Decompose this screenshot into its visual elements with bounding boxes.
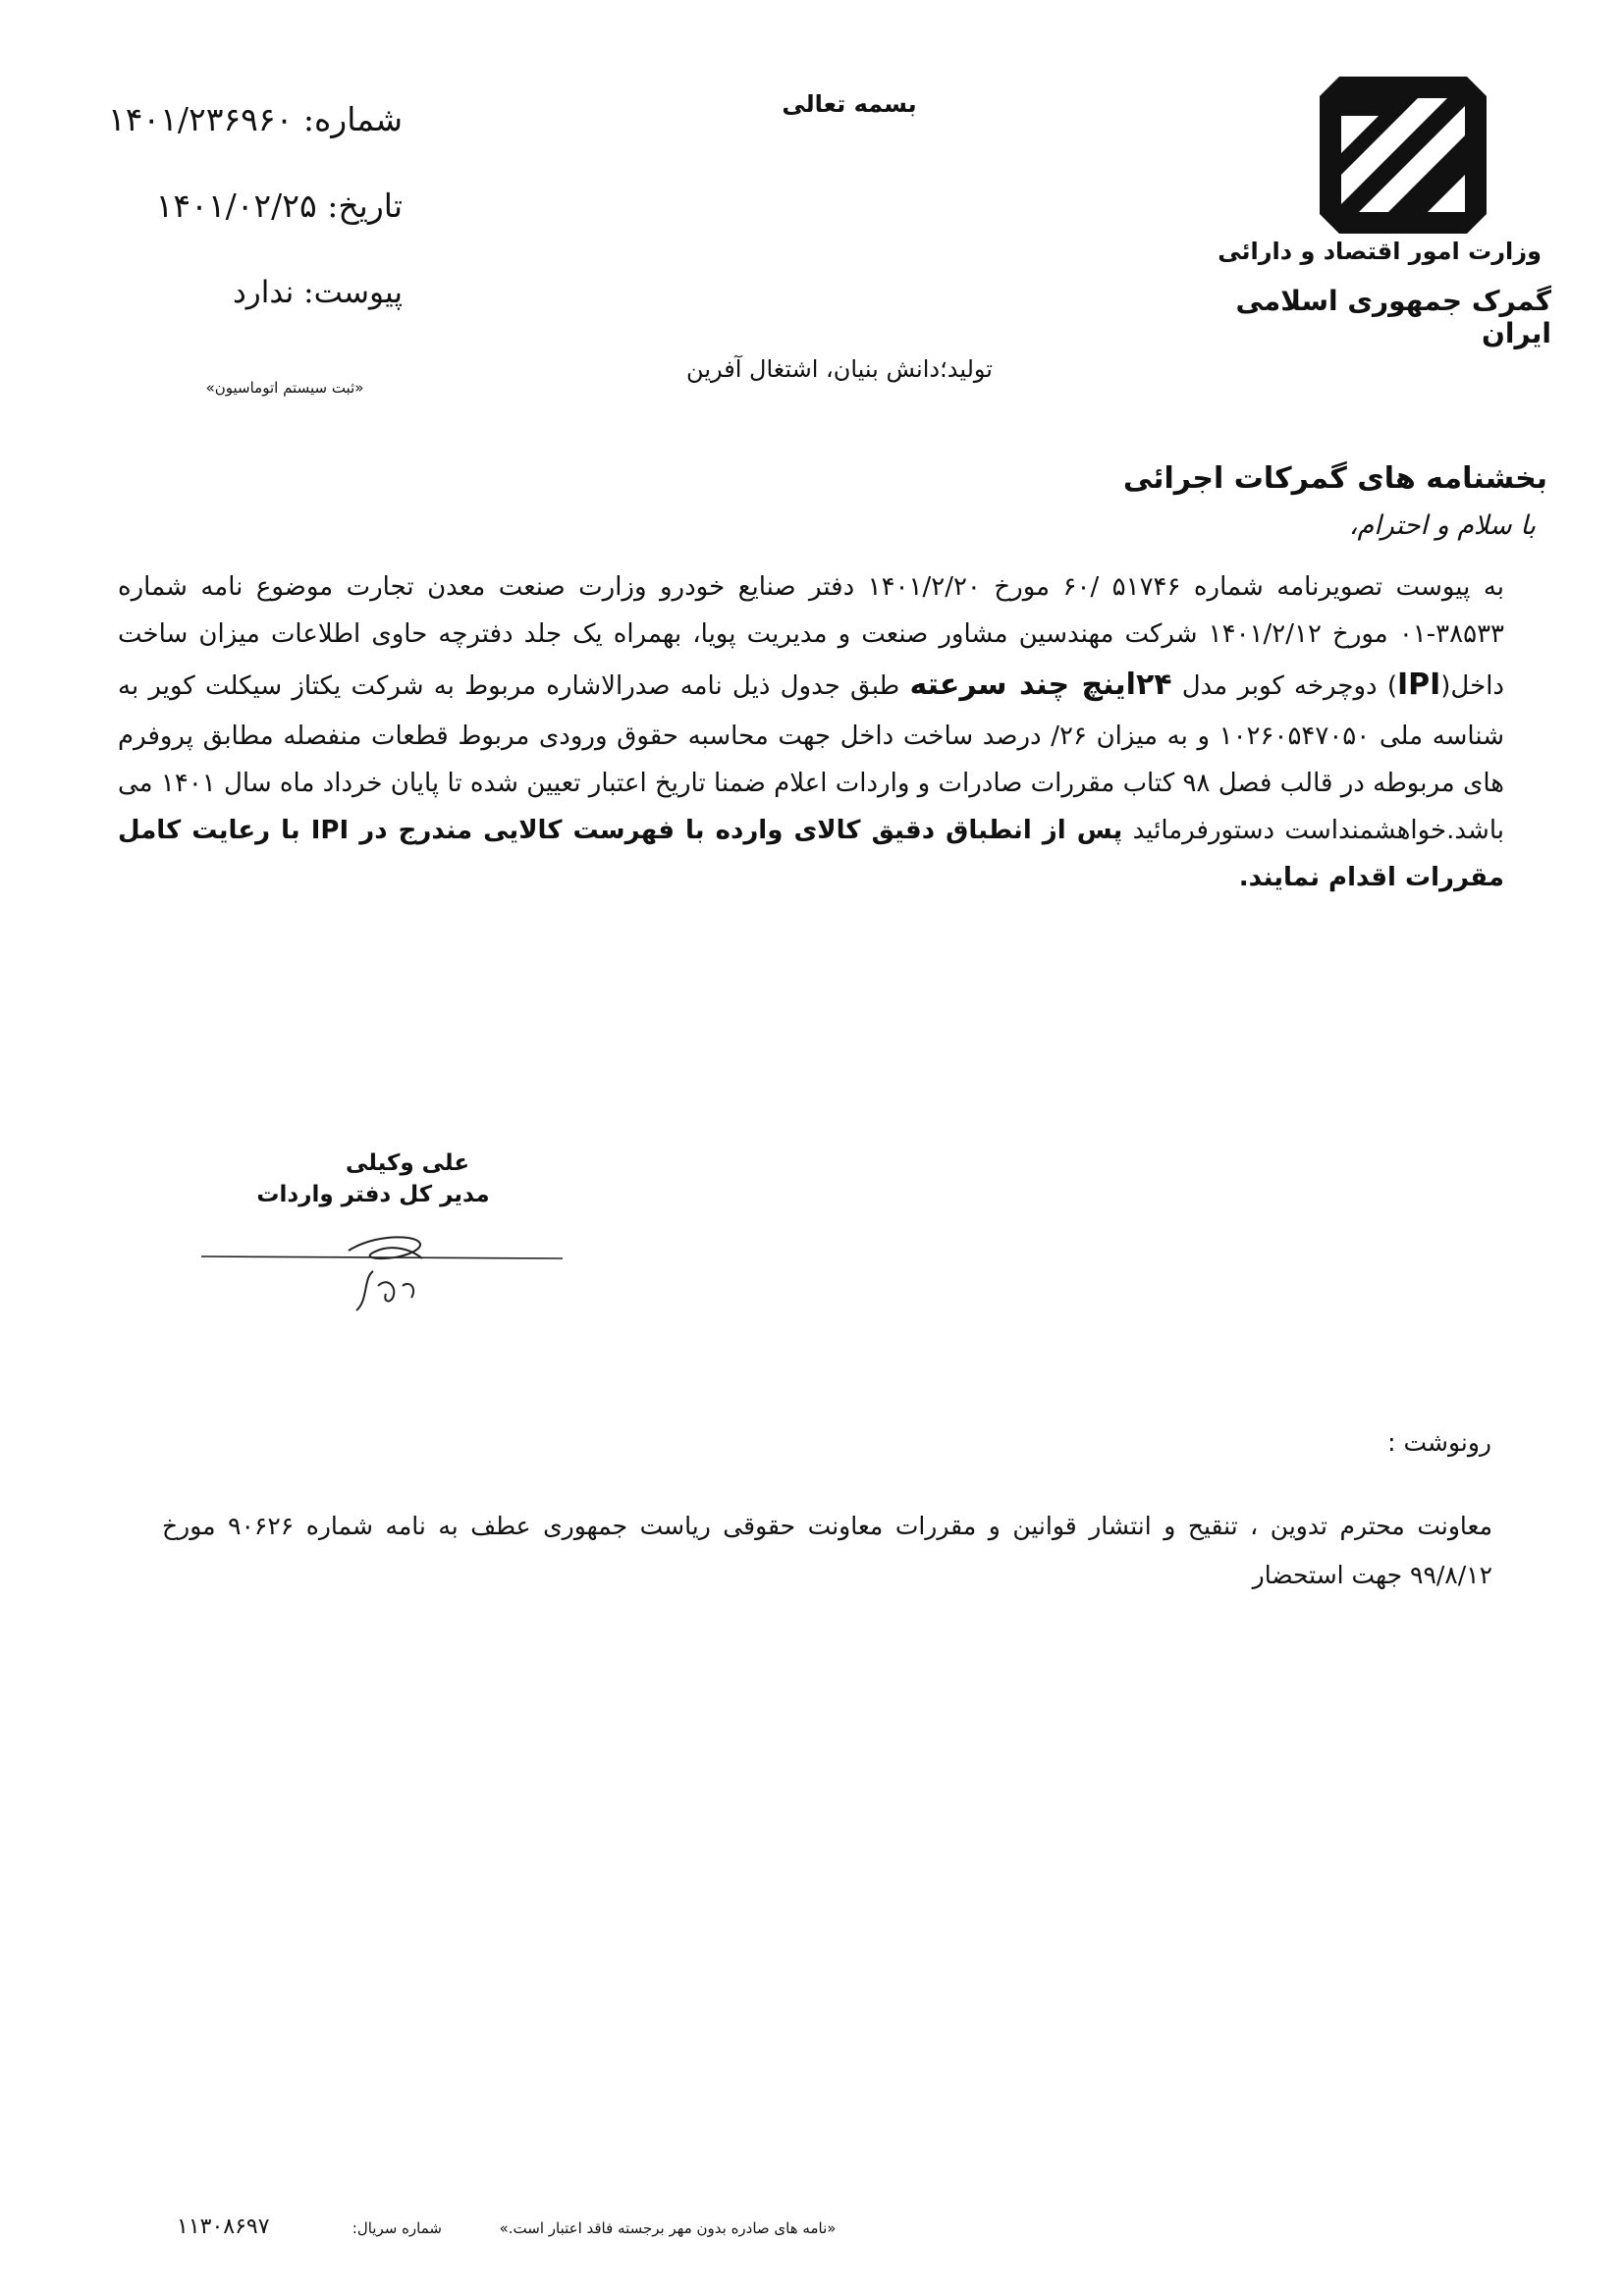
- letter-date: [79, 187, 403, 225]
- letter-number: [79, 100, 403, 138]
- signer-name: علی وکیلی: [345, 1150, 470, 1176]
- serial-value: ۱۱۳۰۸۶۹۷: [177, 2215, 270, 2239]
- automation-registration-note: «ثبت سیستم اتوماسیون»: [205, 379, 364, 397]
- ministry-name: وزارت امور اقتصاد و دارائی: [1218, 238, 1542, 265]
- cc-label: رونوشت :: [1387, 1428, 1491, 1457]
- signer-title: مدیر کل دفتر واردات: [256, 1182, 490, 1207]
- body-part-2: ) دوچرخه کوبر مدل: [1171, 671, 1397, 702]
- letter-body: [118, 563, 1504, 901]
- customs-name: گمرک جمهوری اسلامی ایران: [1235, 285, 1551, 349]
- besmeh-heading: بسمه تعالی: [782, 90, 917, 118]
- customs-logo-icon: [1320, 77, 1487, 234]
- handwritten-signature: [201, 1217, 565, 1325]
- date-value: ۱۴۰۱/۰۲/۲۵: [155, 187, 317, 225]
- number-label: شماره:: [302, 100, 403, 138]
- attachment-label: پیوست:: [303, 275, 403, 310]
- number-value: ۱۴۰۱/۲۳۶۹۶۰: [107, 100, 294, 138]
- body-bold-instruction: پس از انطباق دقیق کالای وارده با فهرست کالایی مندرج در IPI با رعایت کامل مقررات اقدام نمایند.: [118, 815, 1504, 892]
- letter-attachment: [79, 275, 403, 310]
- bicycle-model: ۲۴اینچ چند سرعته: [909, 667, 1172, 703]
- year-slogan: تولید؛دانش بنیان، اشتغال آفرین: [686, 355, 993, 383]
- ipi-term: IPI: [1396, 667, 1441, 703]
- footer-validity-note: «نامه های صادره بدون مهر برجسته فاقد اعتبار است.»: [499, 2219, 837, 2237]
- attachment-value: ندارد: [232, 275, 295, 310]
- serial-label: شماره سریال:: [352, 2219, 442, 2237]
- greeting: با سلام و احترام،: [1348, 510, 1536, 541]
- body-part-1: به پیوست تصویرنامه شماره ۵۱۷۴۶ /۶۰ مورخ ۱۴۰۱/۲/۲۰ دفتر صنایع خودرو وزارت صنعت معدن تجارت موضوع نامه شماره ۳۸۵۳۳-۰۱ مورخ ۱۴۰۱/۲/۱۲ شرکت مهندسین مشاور صنعت و مدیریت پویا، بهمراه یک جلد دفترچه حاوی اطلاعات میزان ساخت داخل(: [118, 572, 1505, 702]
- date-label: تاریخ:: [327, 187, 403, 225]
- document-title: بخشنامه های گمرکات اجرائی: [1122, 461, 1547, 496]
- cc-recipient: معاونت محترم تدوین ، تنقیح و انتشار قوانین و مقررات معاونت حقوقی ریاست جمهوری عطف به نامه شماره ۹۰۶۲۶ مورخ ۹۹/۸/۱۲ جهت استحضار: [162, 1512, 1492, 1589]
- body-part-3: طبق جدول ذیل نامه صدرالاشاره مربوط به شرکت یکتاز سیکلت کویر به شناسه ملی ۱۰۲۶۰۵۴۷۰۵۰ و به میزان ۲۶/ درصد ساخت داخل جهت محاسبه حقوق ورودی مربوط قطعات منفصله مطابق پروفرم های مربوطه در قالب فصل ۹۸ کتاب مقررات صادرات و واردات اعلام ضمنا تاریخ اعتبار تعیین شده تا پایان خرداد ماه سال ۱۴۰۱ می باشد.خواهشمنداست دستورفرمائید: [118, 671, 1504, 845]
